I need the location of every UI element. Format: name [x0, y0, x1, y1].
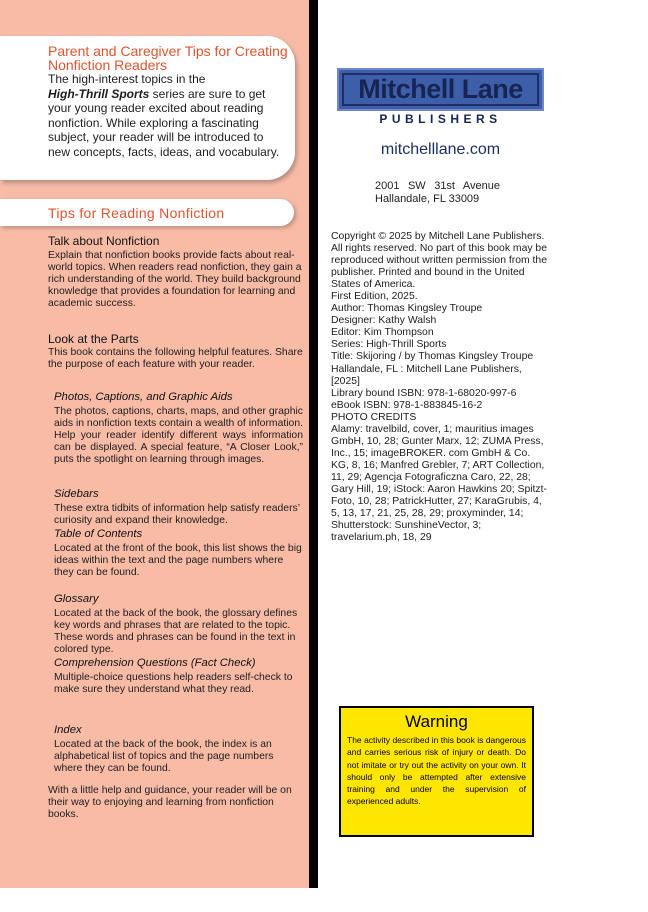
feature-heading-glossary: Glossary	[54, 593, 99, 605]
feature-heading-questions: Comprehension Questions (Fact Check)	[54, 657, 256, 669]
feature-text-photos: The photos, captions, charts, maps, and other graphic aids in nonfiction texts contain a wealth of information. Help your reader identify different ways information can be displayed. A special feature, “A Closer Look,” puts the spotlight on learning through images.	[54, 406, 303, 465]
copyright-line: Series: High-Thrill Sports	[331, 339, 447, 351]
talk-heading: Talk about Nonfiction	[48, 234, 160, 248]
tips-body-start: The high-interest topics in the	[48, 72, 206, 86]
copyright-line: Copyright © 2025 by Mitchell Lane Publishers. All rights reserved. No part of this book may be reproduced without written permission from the publisher. Printed and bound in the United States of America.	[331, 231, 547, 291]
feature-text-index: Located at the back of the book, the index is an alphabetical list of topics and the page numbers where they can be found.	[54, 739, 274, 774]
warning-title: Warning	[405, 712, 468, 731]
feature-heading-photos: Photos, Captions, and Graphic Aids	[54, 391, 233, 403]
copyright-line: Alamy: travelbild, cover, 1; mauritius images GmbH, 10, 28; Gunter Marx, 12; ZUMA Press, Inc., 15; imageBROKER. com GmbH & Co. KG, 8, 16; Manfred Grebler, 7; ART Collection, 11, 29; Agencja Fotograficzna Caro, 22, 28; Gary Hill, 19; iStock: Aaron Hawkins 20; Spitzt-Foto, 10, 28; PatrickHutter, 27; KaraGrubis, 4, 5, 13, 17, 21, 25, 28, 29; proxyminder, 14; Shutterstock: SunshineVector, 3; travelarium.ph, 18, 29	[331, 423, 547, 544]
copyright-line: Designer: Kathy Walsh	[331, 315, 437, 327]
caregiver-tips-body	[48, 72, 288, 159]
reading-tips-title: Tips for Reading Nonfiction	[48, 205, 225, 221]
feature-heading-index: Index	[54, 724, 82, 736]
feature-text-glossary: Located at the back of the book, the glossary defines key words and phrases that are related to the topic. These words and phrases can be found in the text in colored type.	[54, 608, 298, 655]
publisher-website: mitchelllane.com	[380, 141, 501, 158]
caregiver-tips-title: Parent and Caregiver Tips for Creating Nonfiction Readers	[48, 43, 288, 73]
copyright-line: Title: Skijoring / by Thomas Kingsley Troupe	[331, 351, 534, 363]
tips-body-rest: series are sure to get your young reader excited about reading nonfiction. While exploring a fascinating subject, your reader will be introduced to new concepts, facts, ideas, and vocabulary.	[48, 86, 280, 159]
feature-text-contents: Located at the front of the book, this list shows the big ideas within the text and the page numbers where they can be found.	[54, 543, 302, 578]
logo-subtitle: PUBLISHERS	[379, 112, 502, 126]
series-name: High-Thrill Sports	[48, 86, 150, 101]
copyright-line: Library bound ISBN: 978-1-68020-997-6	[331, 387, 517, 399]
copyright-line: eBook ISBN: 978-1-883845-16-2	[331, 399, 483, 411]
parts-heading: Look at the Parts	[48, 332, 139, 346]
publisher-logo	[337, 68, 544, 111]
copyright-line: First Edition, 2025.	[331, 291, 418, 303]
logo-wordmark: Mitchell Lane	[358, 74, 523, 104]
feature-heading-sidebars: Sidebars	[54, 488, 99, 500]
feature-text-questions: Multiple-choice questions help readers self-check to make sure they understand what they read.	[54, 672, 293, 695]
feature-heading-contents: Table of Contents	[54, 528, 143, 540]
copyright-line: Author: Thomas Kingsley Troupe	[331, 303, 483, 315]
copyright-line: PHOTO CREDITS	[331, 411, 417, 423]
column-divider	[309, 0, 318, 888]
publisher-address: 2001 SW 31st Avenue Hallandale, FL 33009	[375, 180, 500, 205]
parts-text: This book contains the following helpful features. Share the purpose of each feature with your reader.	[48, 347, 303, 370]
feature-text-sidebars: These extra tidbits of information help satisfy readers’ curiosity and expand their knowledge.	[54, 503, 300, 526]
copyright-line: Editor: Kim Thompson	[331, 327, 434, 339]
warning-box	[339, 706, 534, 837]
copyright-block	[331, 231, 549, 544]
talk-text: Explain that nonfiction books provide facts about real-world topics. When readers read nonfiction, they gain a rich understanding of the world. They build background knowledge that provides a foundation for learning and academic success.	[48, 250, 302, 309]
copyright-line: Hallandale, FL : Mitchell Lane Publishers, [2025]	[331, 363, 522, 387]
closing-text: With a little help and guidance, your reader will be on their way to enjoying and learning from nonfiction books.	[48, 785, 292, 820]
warning-text: The activity described in this book is dangerous and carries serious risk of injury or death. Do not imitate or try out the activity on your own. It should only be attempted after extensive training and under the supervision of experienced adults.	[347, 735, 526, 807]
